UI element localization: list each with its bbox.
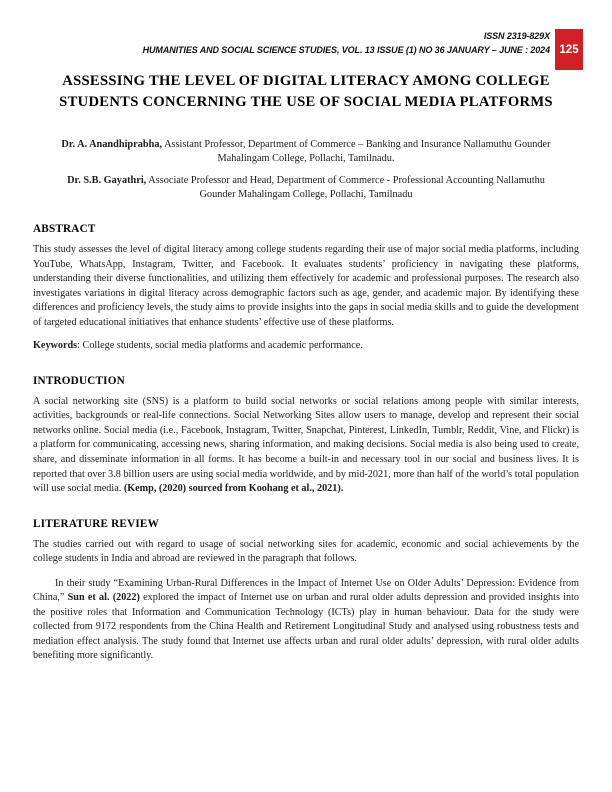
- paper-title: ASSESSING THE LEVEL OF DIGITAL LITERACY AMONG COLLEGE STUDENTS CONCERNING THE USE OF SOCIAL MEDIA PLATFORMS: [59, 73, 553, 110]
- author-name: Dr. A. Anandhiprabha,: [61, 139, 163, 150]
- abstract-heading: ABSTRACT: [33, 223, 96, 235]
- abstract-paragraph: This study assesses the level of digital literacy among college students regarding their use of major social media platforms, including YouTube, WhatsApp, Instagram, Twitter, and Facebook. It evaluates students’ proficiency in navigating these platforms, understanding their diverse functionalities, and utilizing them effectively for academic and professional purposes. The research also investigates variations in digital literacy across demographic factors such as age, gender, and academic major. By identifying these differences and proficiency levels, the study aims to provide insights into the gaps in social media skills and to guide the development of targeted educational initiatives that enhance students’ effective use of these platforms.: [33, 244, 579, 328]
- keywords-text: : College students, social media platforms and academic performance.: [77, 340, 363, 352]
- keywords-line: [33, 339, 579, 354]
- authors-block: [33, 138, 579, 202]
- author-affiliation: Associate Professor and Head, Department of Commerce - Professional Accounting Nallamuthu Gounder Mahalingam College, Pollachi, Tamilnadu: [146, 175, 545, 200]
- keywords-label: Keywords: [33, 340, 78, 352]
- journal-header: [33, 30, 579, 57]
- literature-paragraph-1: The studies carried out with regard to usage of social networking sites for academic, economic and social achievements by the college students in India and abroad are reviewed in the paragraph that follows.: [33, 538, 579, 565]
- author-name: Dr. S.B. Gayathri,: [67, 175, 147, 186]
- author-entry: [55, 138, 557, 166]
- literature-paragraph-2: In their study “Examining Urban-Rural Differences in the Impact of Internet Use on Older Adults’ Depression: Evidence from China,” Sun et al. (2022) explored the impact of Internet use on urban and rural older adults depression and provided insights into the positive roles that Information and Communication Technology (ICTs) play in human behaviour. Data for the study were collected from 9172 respondents from the China Health and Retirement Longitudinal Study and analysed using robustness tests and mediation effect analysis. The study found that Internet use affects urban and rural older adults’ depression, with rural older adults benefiting more significantly.: [33, 577, 580, 662]
- literature-review-heading: LITERATURE REVIEW: [33, 517, 159, 530]
- journal-title-line: HUMANITIES AND SOCIAL SCIENCE STUDIES, VOL. 13 ISSUE (1) NO 36 JANUARY – JUNE : 2024: [142, 44, 550, 55]
- page-number-badge: 125: [555, 29, 583, 70]
- issn-line: ISSN 2319-829X: [483, 31, 550, 41]
- author-affiliation: Assistant Professor, Department of Commerce – Banking and Insurance Nallamuthu Gounder Mahalingam College, Pollachi, Tamilnadu.: [162, 139, 551, 164]
- introduction-paragraph: A social networking site (SNS) is a platform to build social networks or social relations among people with similar interests, activities, backgrounds or real-life connections. Social Networking Sites allow users to manage, develop and represent their social networks online. Social media (i.e., Facebook, Instagram, Twitter, Snapchat, Pinterest, LinkedIn, Tumblr, Reddit, Vine, and Flickr) is a platform for communicating, accessing news, sharing information, and making decisions. Social media is also being used to create, share, and disseminate information in all forms. It has become a built-in and necessary tool in our social and business lives. It is reported that over 3.8 billion users are using social media worldwide, and by mid-2021, more than half of the world’s total population will use social media. (Kemp, (2020) sourced from Koohang et al., 2021).: [33, 395, 579, 495]
- author-entry: [55, 174, 557, 202]
- introduction-heading: INTRODUCTION: [33, 374, 125, 387]
